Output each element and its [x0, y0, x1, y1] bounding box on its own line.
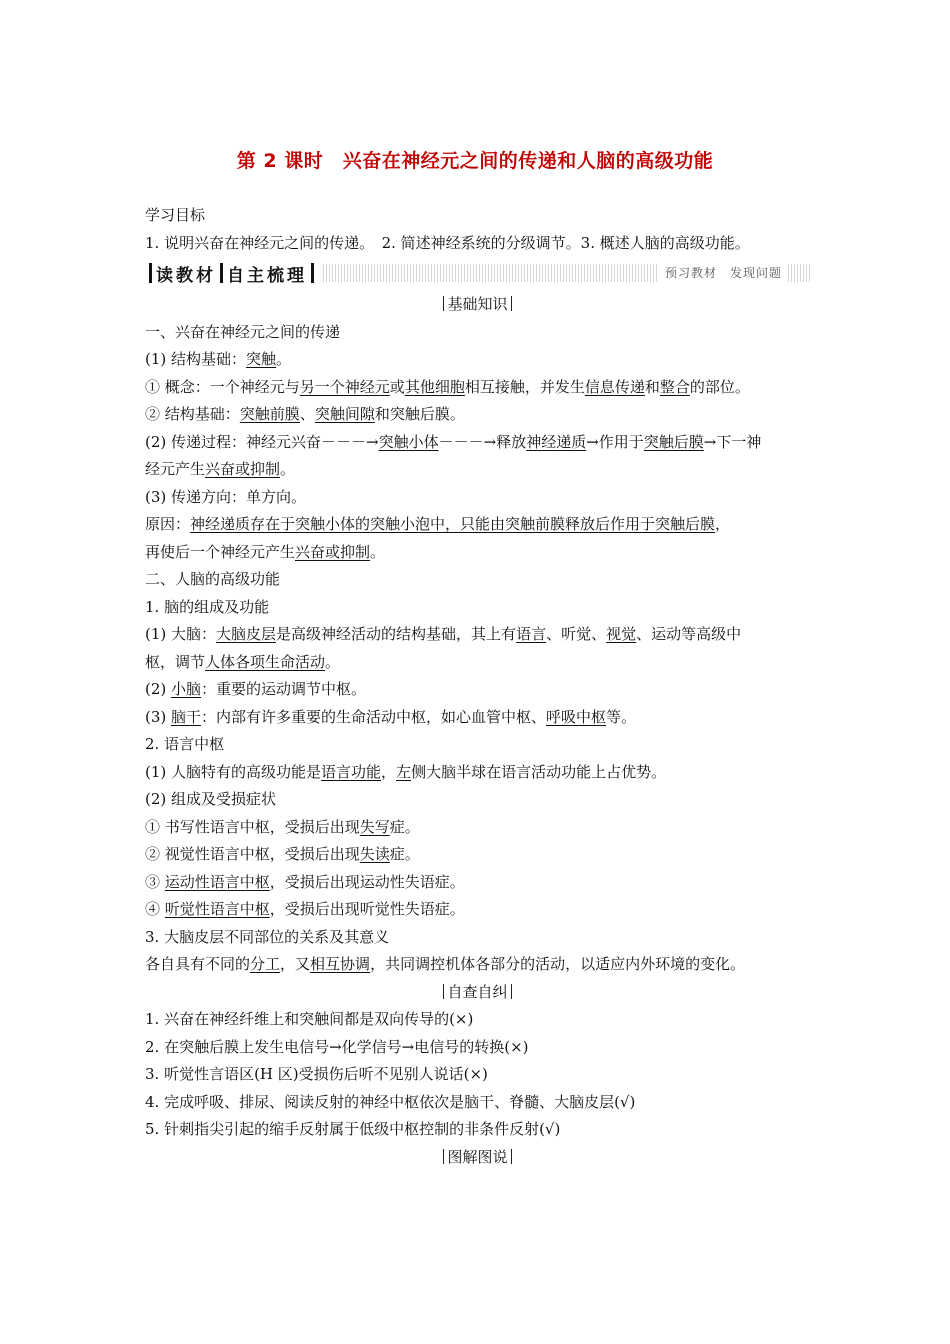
banner-title-1: 读教材: [156, 265, 216, 286]
section-banner: [145, 257, 810, 291]
text-line: (3) 传递方向：单方向。: [145, 487, 307, 506]
text-line: ② 视觉性语言中枢，受损后出现失读症。: [145, 845, 420, 863]
text-line: 各自具有不同的分工，又相互协调，共同调控机体各部分的活动，以适应内外环境的变化。: [145, 955, 746, 973]
banner-title-2: 自主梳理: [227, 265, 307, 286]
check-item: 1. 兴奋在神经纤维上和突触间都是双向传导的(×): [145, 1010, 474, 1028]
text-line: ③ 运动性语言中枢，受损后出现运动性失语症。: [145, 872, 465, 891]
text-line: 原因：神经递质存在于突触小体的突触小泡中，只能由突触前膜释放后作用于突触后膜，: [145, 515, 731, 533]
text-line: 枢，调节人体各项生命活动。: [145, 652, 341, 671]
content-body: [145, 202, 810, 1171]
goals-text: 1. 说明兴奋在神经元之间的传递。 2. 简述神经系统的分级调节。3. 概述人脑的高级功能。: [145, 233, 750, 252]
text-line: (1) 结构基础：突触。: [145, 350, 292, 368]
banner-bar-icon: [311, 263, 314, 283]
text-line: (2) 小脑：重要的运动调节中枢。: [145, 680, 367, 698]
text-line: ② 结构基础：突触前膜、突触间隙和突触后膜。: [145, 405, 465, 423]
text-line: ① 书写性语言中枢，受损后出现失写症。: [145, 817, 420, 836]
basic-heading: 基础知识: [145, 291, 810, 319]
diagram-heading: 图解图说: [145, 1144, 810, 1172]
text-line: (2) 传递过程：神经元兴奋－－－→突触小体－－－→释放神经递质→作用于突触后膜→下一神: [145, 432, 762, 451]
page-title: 第 2 课时 兴奋在神经元之间的传递和人脑的高级功能: [236, 150, 714, 172]
text-line: 2. 语言中枢: [145, 735, 225, 753]
check-item: 2. 在突触后膜上发生电信号→化学信号→电信号的转换(×): [145, 1037, 529, 1056]
banner-title: [145, 262, 318, 284]
banner-subtitle: 预习教材 发现问题: [659, 264, 788, 282]
section-2-title: 二、人脑的高级功能: [145, 570, 281, 588]
goals-label: 学习目标: [145, 206, 206, 224]
check-item: 3. 听觉性言语区(H 区)受损伤后听不见别人说话(×): [145, 1065, 488, 1083]
text-line: 3. 大脑皮层不同部位的关系及其意义: [145, 927, 390, 946]
text-line: (1) 人脑特有的高级功能是语言功能，左侧大脑半球在语言活动功能上占优势。: [145, 762, 667, 781]
check-heading: 自查自纠: [145, 979, 810, 1007]
text-line: ④ 听觉性语言中枢，受损后出现听觉性失语症。: [145, 900, 465, 918]
banner-bar-icon: [149, 263, 152, 283]
text-line: 1. 脑的组成及功能: [145, 597, 270, 616]
text-line: (3) 脑干：内部有许多重要的生命活动中枢，如心血管中枢、呼吸中枢等。: [145, 707, 637, 726]
text-line: ① 概念：一个神经元与另一个神经元或其他细胞相互接触，并发生信息传递和整合的部位。: [145, 377, 750, 396]
check-item: 4. 完成呼吸、排尿、阅读反射的神经中枢依次是脑干、脊髓、大脑皮层(√): [145, 1092, 636, 1111]
banner-bar-icon: [220, 263, 223, 283]
text-line: 再使后一个神经元产生兴奋或抑制。: [145, 542, 386, 561]
section-1-title: 一、兴奋在神经元之间的传递: [145, 322, 341, 341]
text-line: 经元产生兴奋或抑制。: [145, 460, 296, 478]
check-item: 5. 针刺指尖引起的缩手反射属于低级中枢控制的非条件反射(√): [145, 1120, 561, 1138]
text-line: (2) 组成及受损症状: [145, 790, 277, 808]
text-line: (1) 大脑：大脑皮层是高级神经活动的结构基础，其上有语言、听觉、视觉、运动等高级中: [145, 625, 742, 643]
